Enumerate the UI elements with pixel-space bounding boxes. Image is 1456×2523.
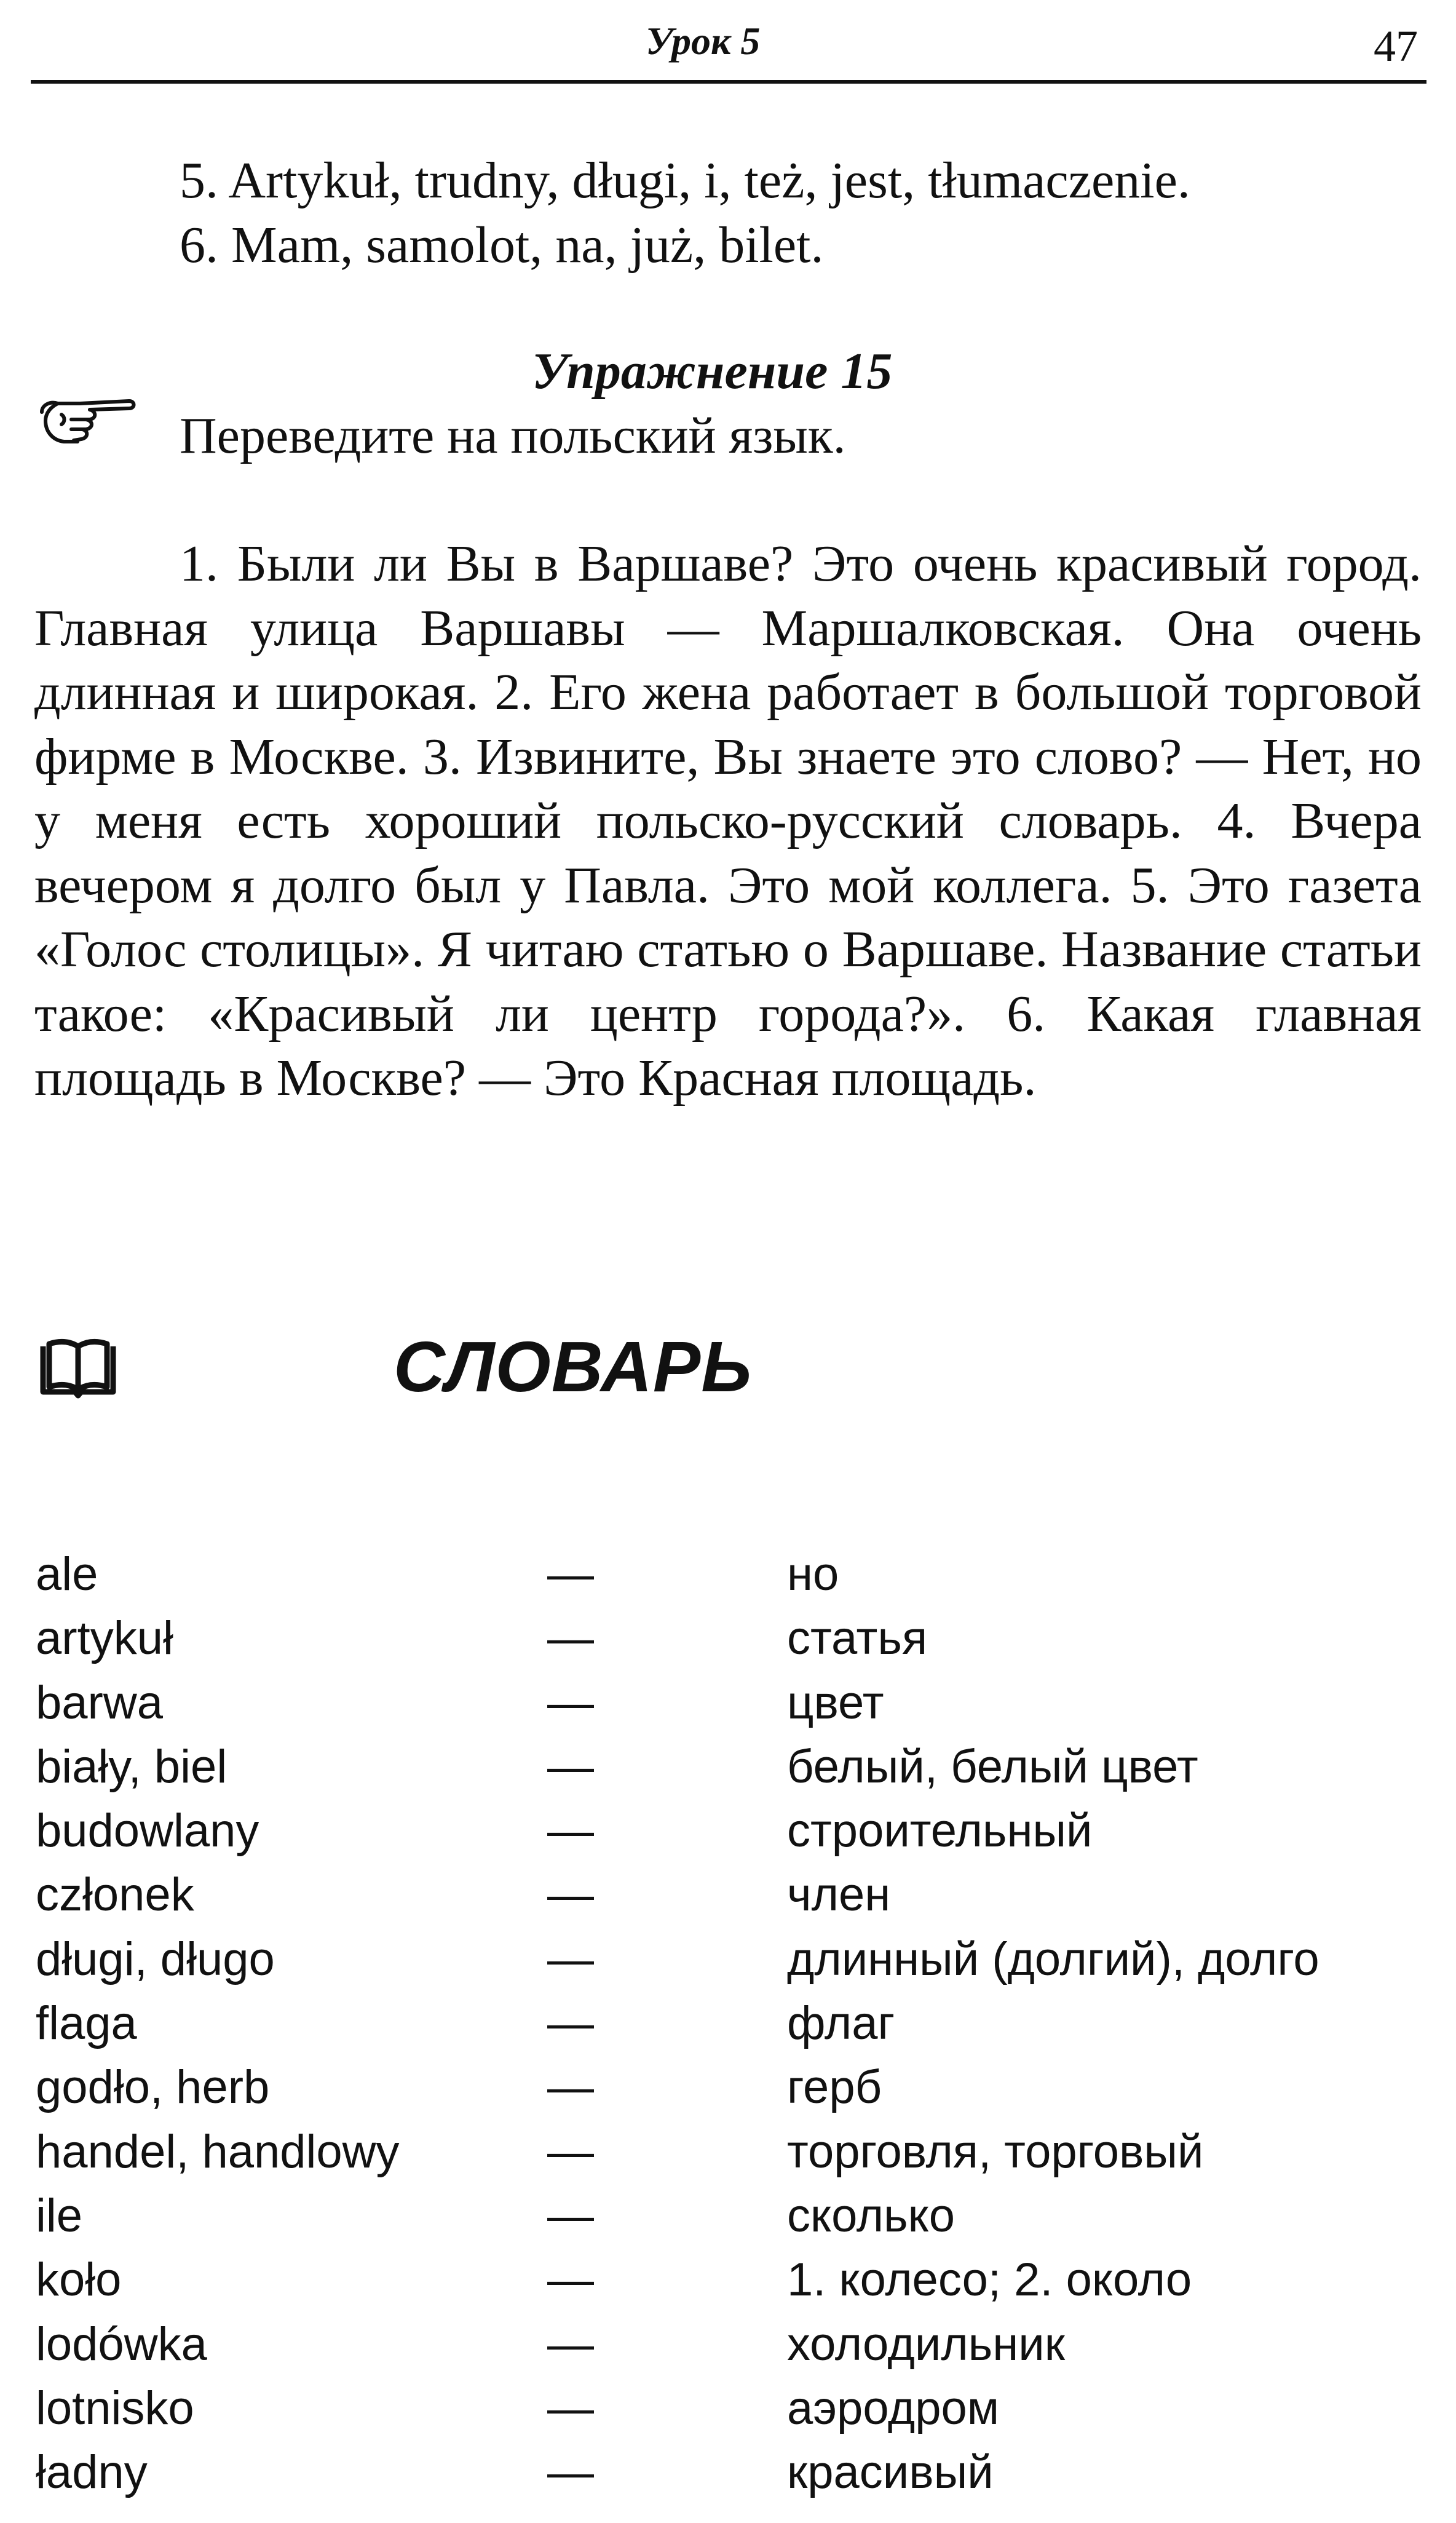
vocab-row xyxy=(0,1671,1456,1735)
vocab-dash: — xyxy=(547,1933,594,1985)
vocab-row xyxy=(0,2313,1456,2377)
vocab-polish: artykuł xyxy=(36,1612,173,1665)
vocabulary-list xyxy=(0,1543,1456,2505)
vocab-row xyxy=(0,2120,1456,2184)
vocab-row xyxy=(0,1928,1456,1992)
dictionary-title: СЛОВАРЬ xyxy=(394,1327,753,1407)
vocab-russian: длинный (долгий), долго xyxy=(787,1933,1320,1985)
vocab-russian: сколько xyxy=(787,2189,956,2242)
list-item: 6. Mam, samolot, na, już, bilet. xyxy=(180,217,824,274)
vocab-polish: długi, długo xyxy=(36,1933,275,1985)
vocab-row xyxy=(0,1863,1456,1927)
vocab-row xyxy=(0,2184,1456,2248)
vocab-dash: — xyxy=(547,2061,594,2114)
vocab-russian: цвет xyxy=(787,1676,884,1729)
vocab-polish: ale xyxy=(36,1548,98,1600)
vocab-dash: — xyxy=(547,1676,594,1729)
vocab-polish: barwa xyxy=(36,1676,163,1729)
vocab-dash: — xyxy=(547,1805,594,1857)
vocab-row xyxy=(0,1607,1456,1671)
vocab-russian: холодильник xyxy=(787,2318,1065,2370)
vocab-dash: — xyxy=(547,2446,594,2499)
vocab-polish: lodówka xyxy=(36,2318,207,2370)
vocab-russian: член xyxy=(787,1869,891,1921)
vocab-dash: — xyxy=(547,1869,594,1921)
vocab-polish: godło, herb xyxy=(36,2061,270,2114)
vocab-dash: — xyxy=(547,2254,594,2306)
header-rule xyxy=(31,80,1426,84)
vocab-polish: biały, biel xyxy=(36,1740,228,1793)
exercise-body: 1. Были ли Вы в Варшаве? Это очень красивый город. Главная улица Варшавы — Маршалковская. Она очень длинная и широкая. 2. Его жена работает в большой торговой фирме в Москве. 3. Извините, Вы знаете это слово? — Нет, но у меня есть хороший польско-русский словарь. 4. Вчера вечером я долго был у Павла. Это мой коллега. 5. Это газета «Голос столицы». Я читаю статью о Варшаве. Название статьи такое: «Красивый ли центр города?». 6. Какая главная площадь в Москве? — Это Красная площадь. xyxy=(34,535,1422,1107)
vocab-dash: — xyxy=(547,1740,594,1793)
vocab-row xyxy=(0,1543,1456,1607)
exercise-title: Упражнение 15 xyxy=(532,343,893,400)
vocab-russian: белый, белый цвет xyxy=(787,1740,1198,1793)
vocab-dash: — xyxy=(547,1612,594,1665)
vocab-russian: аэродром xyxy=(787,2382,1000,2434)
vocab-row xyxy=(0,2248,1456,2312)
vocab-russian: статья xyxy=(787,1612,928,1665)
vocab-russian: герб xyxy=(787,2061,882,2114)
book-icon xyxy=(38,1338,118,1399)
vocab-russian: строительный xyxy=(787,1805,1093,1857)
vocab-row xyxy=(0,1799,1456,1863)
vocab-row xyxy=(0,2441,1456,2505)
list-item: 5. Artykuł, trudny, długi, i, też, jest, tłumaczenie. xyxy=(180,152,1190,209)
vocab-polish: koło xyxy=(36,2254,122,2306)
vocab-russian: 1. колесо; 2. около xyxy=(787,2254,1192,2306)
vocab-polish: ładny xyxy=(36,2446,148,2499)
vocab-polish: flaga xyxy=(36,1997,137,2050)
vocab-dash: — xyxy=(547,2382,594,2434)
vocab-dash: — xyxy=(547,1548,594,1600)
vocab-russian: красивый xyxy=(787,2446,994,2499)
vocab-russian: но xyxy=(787,1548,839,1600)
vocab-russian: торговля, торговый xyxy=(787,2125,1204,2178)
vocab-russian: флаг xyxy=(787,1997,895,2050)
vocab-dash: — xyxy=(547,1997,594,2050)
vocab-dash: — xyxy=(547,2318,594,2370)
page-number: 47 xyxy=(1374,22,1418,71)
vocab-row xyxy=(0,2377,1456,2441)
vocab-polish: lotnisko xyxy=(36,2382,194,2434)
exercise-instruction: Переведите на польский язык. xyxy=(180,407,846,464)
vocab-row xyxy=(0,1735,1456,1799)
vocab-row xyxy=(0,2056,1456,2120)
vocab-polish: budowlany xyxy=(36,1805,259,1857)
running-title: Урок 5 xyxy=(646,19,761,63)
vocab-dash: — xyxy=(547,2189,594,2242)
vocab-dash: — xyxy=(547,2125,594,2178)
pointing-hand-icon xyxy=(37,394,138,449)
vocab-polish: członek xyxy=(36,1869,194,1921)
vocab-polish: handel, handlowy xyxy=(36,2125,400,2178)
vocab-polish: ile xyxy=(36,2189,83,2242)
vocab-row xyxy=(0,1992,1456,2056)
